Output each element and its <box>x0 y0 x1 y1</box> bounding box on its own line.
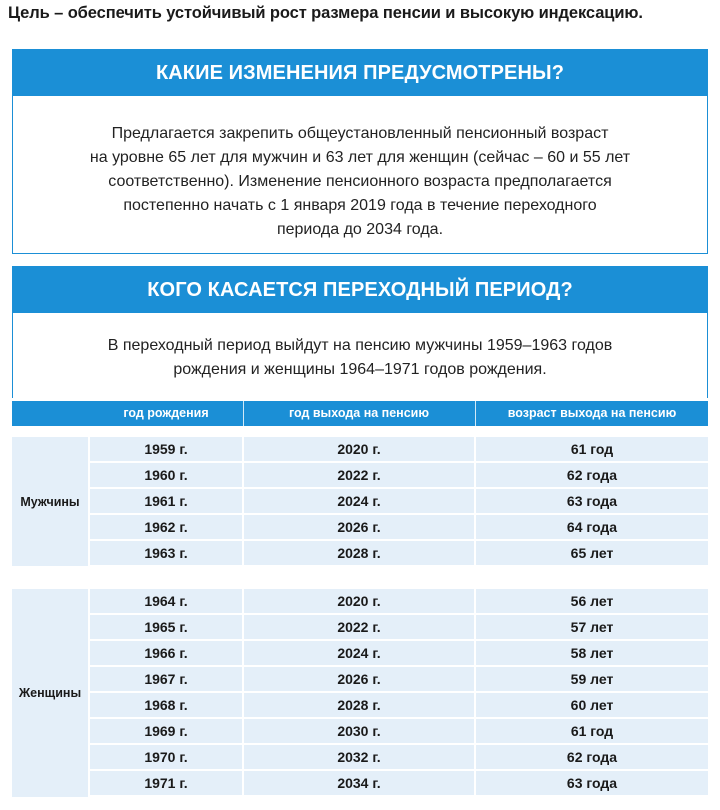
page-headline: Цель – обеспечить устойчивый рост размера пенсии и высокую индексацию. <box>8 4 643 22</box>
retirement-age-cell: 61 год <box>476 437 708 461</box>
retirement-age-cell: 60 лет <box>476 693 708 717</box>
birth-year-cell: 1970 г. <box>90 745 242 769</box>
changes-text-line: Предлагается закрепить общеустановленный пенсионный возраст <box>111 125 609 142</box>
header-birth-year: год рождения <box>123 406 209 420</box>
retirement-year-cell: 2020 г. <box>244 437 474 461</box>
table-row <box>90 693 708 717</box>
changes-section-text <box>13 96 707 242</box>
header-retirement-year: год выхода на пенсию <box>288 406 430 420</box>
women-group-label: Женщины <box>12 589 88 797</box>
table-row <box>90 589 708 613</box>
transition-text-line: рождения и женщины 1964–1971 годов рождения. <box>173 361 547 378</box>
birth-year-cell: 1967 г. <box>90 667 242 691</box>
retirement-age-cell: 59 лет <box>476 667 708 691</box>
retirement-year-cell: 2022 г. <box>244 615 474 639</box>
birth-year-cell: 1969 г. <box>90 719 242 743</box>
birth-year-cell: 1959 г. <box>90 437 242 461</box>
retirement-year-cell: 2022 г. <box>244 463 474 487</box>
changes-text-line: периода до 2034 года. <box>276 221 444 238</box>
birth-year-cell: 1961 г. <box>90 489 242 513</box>
retirement-age-cell: 64 года <box>476 515 708 539</box>
retirement-year-cell: 2032 г. <box>244 745 474 769</box>
table-row <box>90 489 708 513</box>
birth-year-cell: 1964 г. <box>90 589 242 613</box>
transition-section-title: КОГО КАСАЕТСЯ ПЕРЕХОДНЫЙ ПЕРИОД? <box>13 267 707 313</box>
transition-text-line: В переходный период выйдут на пенсию мужчины 1959–1963 годов <box>107 337 613 354</box>
retirement-year-cell: 2026 г. <box>244 515 474 539</box>
birth-year-cell: 1968 г. <box>90 693 242 717</box>
women-group <box>12 589 708 797</box>
retirement-year-cell: 2024 г. <box>244 641 474 665</box>
changes-text-line: постепенно начать с 1 января 2019 года в течение переходного <box>123 197 597 214</box>
retirement-age-cell: 58 лет <box>476 641 708 665</box>
birth-year-cell: 1963 г. <box>90 541 242 565</box>
table-row <box>90 719 708 743</box>
retirement-year-cell: 2026 г. <box>244 667 474 691</box>
table-row <box>90 771 708 795</box>
retirement-age-cell: 63 года <box>476 489 708 513</box>
table-row <box>90 615 708 639</box>
birth-year-cell: 1960 г. <box>90 463 242 487</box>
table-row <box>90 437 708 461</box>
changes-text-line: на уровне 65 лет для мужчин и 63 лет для женщин (сейчас – 60 и 55 лет <box>89 149 631 166</box>
retirement-age-cell: 57 лет <box>476 615 708 639</box>
retirement-year-cell: 2028 г. <box>244 541 474 565</box>
retirement-year-cell: 2020 г. <box>244 589 474 613</box>
retirement-age-cell: 56 лет <box>476 589 708 613</box>
changes-text-line: соответственно). Изменение пенсионного возраста предполагается <box>108 173 612 190</box>
retirement-age-cell: 61 год <box>476 719 708 743</box>
birth-year-cell: 1966 г. <box>90 641 242 665</box>
retirement-age-cell: 62 года <box>476 463 708 487</box>
table-header <box>12 401 708 426</box>
men-group <box>12 437 708 566</box>
birth-year-cell: 1962 г. <box>90 515 242 539</box>
transition-section-text <box>13 313 707 382</box>
retirement-age-cell: 63 года <box>476 771 708 795</box>
table-row <box>90 745 708 769</box>
retirement-year-cell: 2028 г. <box>244 693 474 717</box>
retirement-age-cell: 65 лет <box>476 541 708 565</box>
men-group-label: Мужчины <box>12 437 88 566</box>
table-row <box>90 641 708 665</box>
table-row <box>90 541 708 565</box>
table-row <box>90 515 708 539</box>
retirement-year-cell: 2024 г. <box>244 489 474 513</box>
retirement-age-cell: 62 года <box>476 745 708 769</box>
changes-section <box>12 49 708 254</box>
retirement-year-cell: 2034 г. <box>244 771 474 795</box>
transition-section <box>12 266 708 398</box>
birth-year-cell: 1965 г. <box>90 615 242 639</box>
birth-year-cell: 1971 г. <box>90 771 242 795</box>
table-row <box>90 667 708 691</box>
changes-section-title: КАКИЕ ИЗМЕНЕНИЯ ПРЕДУСМОТРЕНЫ? <box>13 50 707 96</box>
header-retirement-age: возраст выхода на пенсию <box>507 406 677 420</box>
retirement-year-cell: 2030 г. <box>244 719 474 743</box>
table-row <box>90 463 708 487</box>
